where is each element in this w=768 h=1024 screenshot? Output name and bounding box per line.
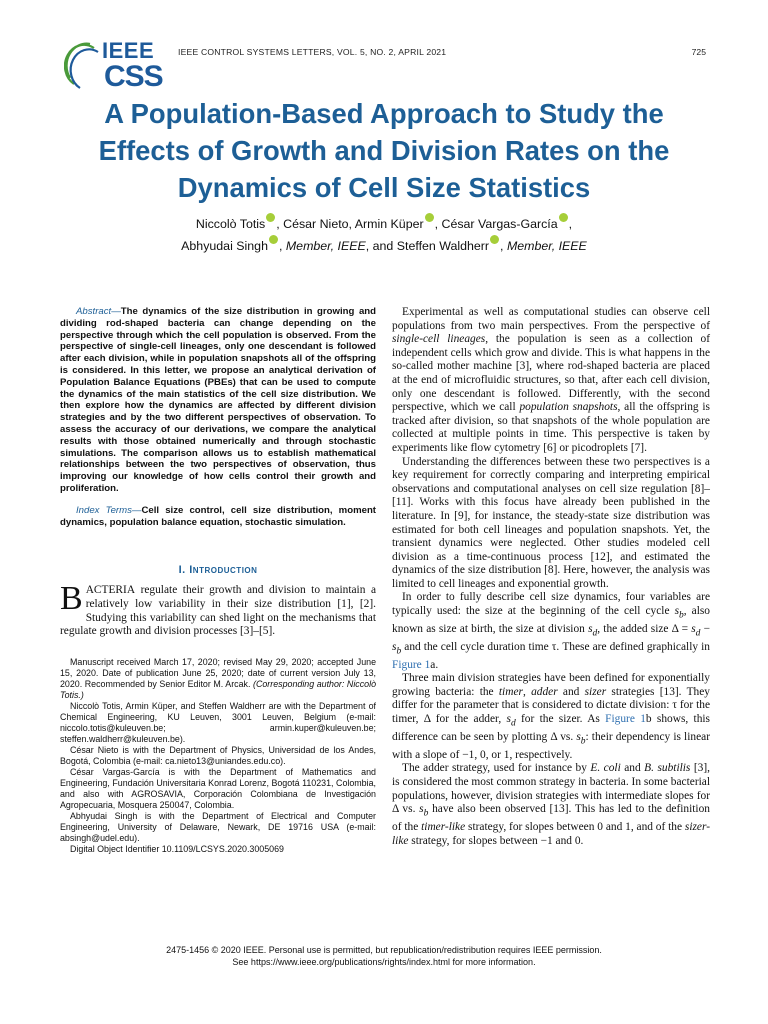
- drop-cap: B: [60, 580, 83, 618]
- orcid-icon[interactable]: [425, 213, 434, 222]
- author-membership: Member, IEEE: [506, 239, 587, 253]
- section-heading-introduction: [60, 564, 376, 576]
- intro-first-word: ACTERIA: [85, 584, 136, 597]
- logo-ieee-text: IEEE: [102, 38, 155, 63]
- title-line: A Population-Based Approach to Study the: [104, 98, 664, 129]
- left-column: [60, 306, 376, 855]
- index-terms: [60, 505, 376, 529]
- footnote-manuscript: [60, 657, 376, 701]
- title-line: Dynamics of Cell Size Statistics: [177, 172, 591, 203]
- ieee-css-logo: [64, 38, 174, 94]
- logo-css-text: CSS: [104, 60, 163, 93]
- abstract: [60, 306, 376, 495]
- math-var: s: [674, 605, 679, 618]
- index-terms-label: Index Terms—: [76, 504, 142, 516]
- footnote-affiliation: César Nieto is with the Department of Physics, Universidad de los Andes, Bogotá, Colombia (e-mail: ca.nieto13@uniandes.edu.co).: [60, 744, 376, 766]
- author-name: Niccolò Totis: [195, 217, 266, 231]
- figure-link[interactable]: Figure 1: [605, 713, 646, 726]
- figure-link[interactable]: Figure 1: [392, 658, 431, 671]
- section-title: Introduction: [189, 564, 258, 577]
- body-paragraph: The adder strategy, used for instance by E. coli and B. subtilis [3], is considered the most common strategy in bacteria. In some bacterial populations, however, division strategies with intermediate slopes for Δ vs. $s_b$ have also been observed [13]. This has led to the definition of the timer-like strategy, for slopes between 0 and 1, and of the sizer-like strategy, for slopes between −1 and 0.: [392, 762, 710, 847]
- running-head: IEEE CONTROL SYSTEMS LETTERS, VOL. 5, NO. 2, APRIL 2021: [178, 47, 447, 57]
- author-name: , and Steffen Waldherr: [365, 239, 490, 253]
- author-name: , César Vargas-García: [434, 217, 558, 231]
- corresponding-author: (Corresponding author: Niccolò Totis.): [60, 678, 377, 700]
- abstract-label: Abstract—: [76, 306, 121, 317]
- emphasis: single-cell lineages: [392, 333, 486, 346]
- right-column: [392, 306, 710, 848]
- orcid-icon[interactable]: [559, 213, 568, 222]
- intro-paragraph: [60, 580, 376, 638]
- copyright-line: 2475-1456 © 2020 IEEE. Personal use is permitted, but republication/redistribution requires IEEE permission.: [166, 945, 602, 955]
- author-name: , César Nieto, Armin Küper: [276, 217, 424, 231]
- section-number: I.: [178, 564, 190, 577]
- body-paragraph: Experimental as well as computational studies can observe cell populations from two main perspectives. From the perspective of single-cell lineages, the population is seen as a collection of independent cells which grow and divide. This is what happens in the so-called mother machine [3], where rod-shaped bacteria are placed at the end of microfluidic structures, so that, after each cell division, only one descendant is followed. Differently, with the second perspective, which we call population snapshots, all the offspring is tracked after division, so that snapshots of the whole population are collected at multiple points in time. This perspective is taken by experiments like flow cytometry [6] or picodroplets [7].: [392, 306, 710, 454]
- orcid-icon[interactable]: [269, 235, 278, 244]
- orcid-icon[interactable]: [266, 213, 275, 222]
- author-separator: ,: [500, 239, 507, 253]
- author-membership: Member, IEEE: [285, 239, 366, 253]
- body-paragraph: In order to fully describe cell size dynamics, four variables are typically used: the size at the beginning of the cell cycle $s_b$, also known as size at birth, the size at division $s_d$, the added size $\Delta = s_d - s_b$ and the cell cycle duration time τ. These are defined graphically in Figure 1a.: [392, 591, 710, 671]
- title-line: Effects of Growth and Division Rates on the: [98, 135, 670, 166]
- paper-title: [60, 95, 708, 206]
- abstract-text: The dynamics of the size distribution in growing and dividing rod-shaped bacteria can change depending on the perspective through which the cell population is observed. From the perspective of single-cell lineages, only one descendant is followed after each division, while in population snapshots all of the offspring is considered. In this letter, we propose an analytical derivation of Population Balance Equations (PBEs) that can be used to compute the dynamics of the main statistics of the cell size distribution. We then explore how the dynamics are affected by different division strategies and by the two different perspectives of observation. To assess the accuracy of our derivations, we compare the analytical results with those obtained numerically and through stochastic simulations. The comparison allows us to establish mathematical relationships between the two perspectives of observation, thus improving our knowledge of how cells control their growth and proliferation.: [60, 306, 376, 494]
- footnote-text: Manuscript received March 17, 2020; revised May 29, 2020; accepted June 15, 2020. Date of publication June 25, 2020; date of current version July 13, 2020. Recommended by Senior Editor M. Arcak.: [60, 656, 376, 689]
- author-separator: ,: [278, 239, 286, 253]
- footnote-doi: Digital Object Identifier 10.1109/LCSYS.2020.3005069: [70, 843, 284, 854]
- orcid-icon[interactable]: [490, 235, 499, 244]
- copyright-notice: [60, 944, 708, 968]
- index-terms-text: Cell size control, cell size distribution, moment dynamics, population balance equation, stochastic simulation.: [60, 504, 376, 528]
- intro-text: regulate their growth and division to maintain a relatively low variability in their size distribution [1], [2]. Studying this variability can shed light on the mechanisms that regulate growth and division processes [3]–[5].: [60, 584, 376, 638]
- author-list: [60, 213, 708, 257]
- body-paragraph: Three main division strategies have been defined for exponentially growing bacteria: the timer, adder and sizer strategies [13]. They differ for the parameter that is considered to dictate division: τ for the timer, Δ for the adder, $s_d$ for the sizer. As Figure 1b shows, this difference can be seen by plotting Δ vs. $s_b$: their dependency is linear with a slope of −1, 0, or 1, respectively.: [392, 672, 710, 761]
- emphasis: population snapshots: [519, 401, 618, 414]
- footnote-affiliation: Abhyudai Singh is with the Department of Electrical and Computer Engineering, University of Delaware, Newark, DE 19716 USA (e-mail: absingh@udel.edu).: [60, 810, 376, 843]
- footnote-affiliation: Niccolò Totis, Armin Küper, and Steffen Waldherr are with the Department of Chemical Engineering, KU Leuven, 3001 Leuven, Belgium (e-mail: niccolo.totis@kuleuven.be; armin.kuper@kuleuven.be; steffen.waldherr@kuleuven.be).: [60, 700, 376, 744]
- footnotes: [60, 657, 376, 855]
- rights-link[interactable]: See https://www.ieee.org/publications/rights/index.html for more information.: [232, 957, 536, 967]
- footnote-affiliation: César Vargas-García is with the Department of Mathematics and Engineering, Fundación Universitaria Konrad Lorenz, Bogotá 110231, Colombia, and also with AGROSAVIA, Corporación Colombiana de Investigación Agropecuaria, Mosquera 250047, Colombia.: [60, 766, 376, 810]
- author-name: Abhyudai Singh: [181, 239, 268, 253]
- author-separator: ,: [568, 217, 573, 231]
- page-number: 725: [691, 47, 706, 57]
- body-paragraph: Understanding the differences between these two perspectives is a key requirement for correctly comparing and interpreting empirical observations and computational analyses on cell size regulation [8]–[11]. Works with this focus have already been published in the literature. In [9], for instance, the steady-state size distribution was estimated for both cell lineages and population snapshots. Yet, the transient dynamics were neglected. Other studies modeled cell division as a time-continuous process [12], and estimated the dynamics of the size distribution [8]. Here, however, the analysis was limited to cell lineages and exponential growth.: [392, 455, 710, 590]
